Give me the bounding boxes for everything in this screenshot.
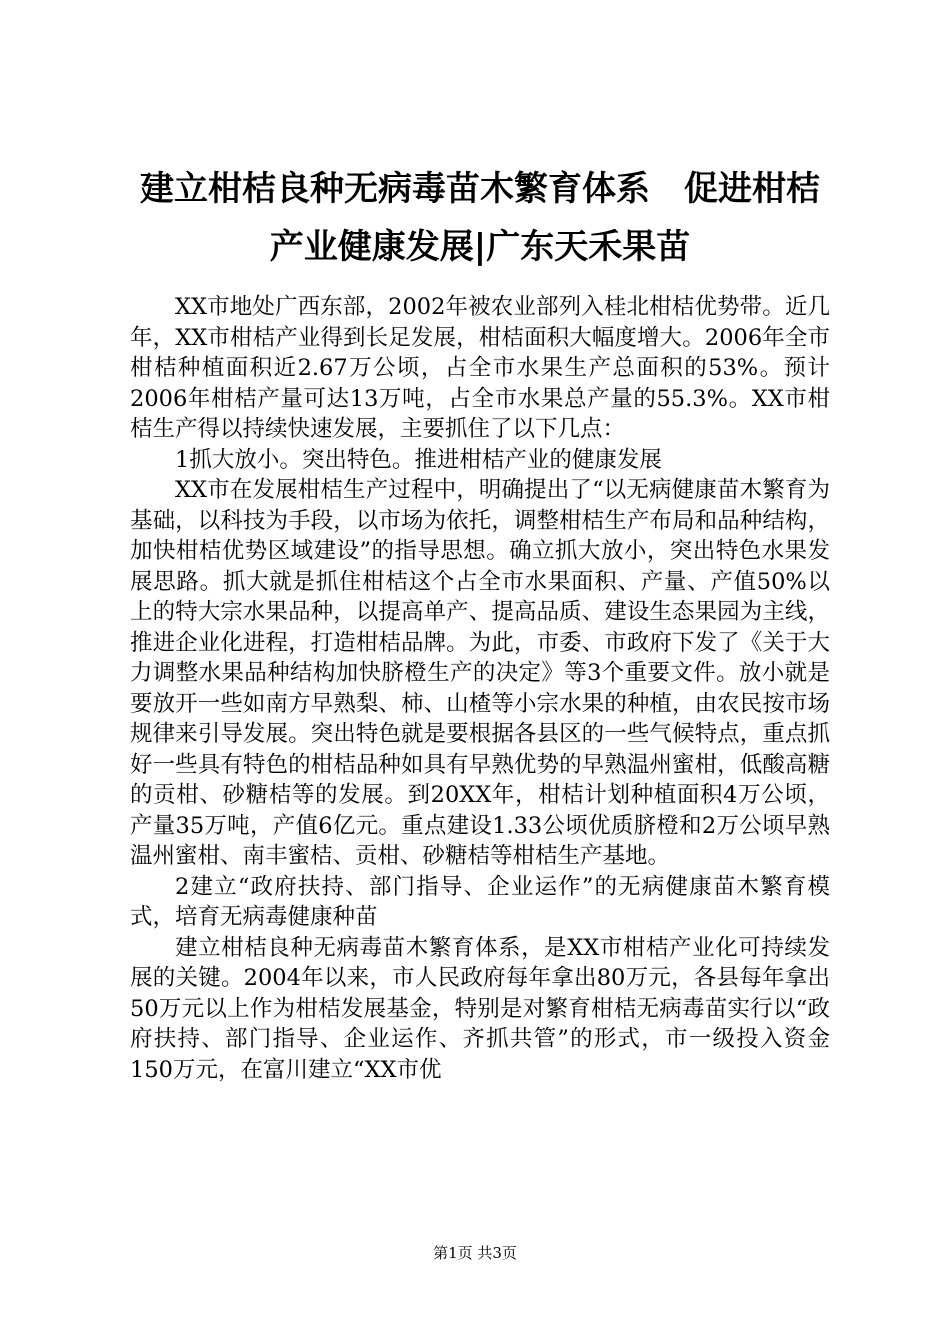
document-title bbox=[120, 160, 840, 276]
paragraph-section-2: 建立柑桔良种无病毒苗木繁育体系，是XX市柑桔产业化可持续发展的关键。2004年以来，市人民政府每年拿出80万元，各县每年拿出50万元以上作为柑桔发展基金，特别是对繁育柑桔无病毒苗实行以“政府扶持、部门指导、企业运作、齐抓共管”的形式，市一级投入资金150万元，在富川建立“XX市优 bbox=[130, 934, 830, 1083]
title-line-2: 产业健康发展|广东天禾果苗 bbox=[269, 227, 691, 267]
paragraph-section-1: XX市在发展柑桔生产过程中，明确提出了“以无病健康苗木繁育为基础，以科技为手段，以市场为依托，调整柑桔生产布局和品种结构，加快柑桔优势区域建设”的指导思想。确立抓大放小，突出特色水果发展思路。抓大就是抓住柑桔这个占全市水果面积、产量、产值50%以上的特大宗水果品种，以提高单产、提高品质、建设生态果园为主线，推进企业化进程，打造柑桔品牌。为此，市委、市政府下发了《关于大力调整水果品种结构加快脐橙生产的决定》等3个重要文件。放小就是要放开一些如南方早熟梨、柿、山楂等小宗水果的种植，由农民按市场规律来引导发展。突出特色就是要根据各县区的一些气候特点，重点抓好一些具有特色的柑桔品种如具有早熟优势的早熟温州蜜柑，低酸高糖的贡柑、砂糖桔等的发展。到20XX年，柑桔计划种植面积4万公顷，产量35万吨，产值6亿元。重点建设1.33公顷优质脐橙和2万公顷早熟温州蜜柑、南丰蜜桔、贡柑、砂糖桔等柑桔生产基地。 bbox=[130, 477, 830, 869]
title-line-1: 建立柑桔良种无病毒苗木繁育体系 促进柑桔 bbox=[140, 169, 820, 209]
section-heading-1: 1抓大放小。突出特色。推进柑桔产业的健康发展 bbox=[175, 446, 662, 473]
page-footer: 第1页 共3页 bbox=[433, 1244, 517, 1262]
document-body bbox=[130, 292, 830, 1085]
paragraph-intro: XX市地处广西东部，2002年被农业部列入桂北柑桔优势带。近几年，XX市柑桔产业得到长足发展，柑桔面积大幅度增大。2006年全市柑桔种植面积近2.67万公顷，占全市水果生产总面积的53%。预计2006年柑桔产量可达13万吨，占全市水果总产量的55.3%。XX市柑桔生产得以持续快速发展，主要抓住了以下几点： bbox=[130, 294, 830, 442]
section-heading-2: 2建立“政府扶持、部门指导、企业运作”的无病健康苗木繁育模式，培育无病毒健康种苗 bbox=[130, 873, 830, 930]
